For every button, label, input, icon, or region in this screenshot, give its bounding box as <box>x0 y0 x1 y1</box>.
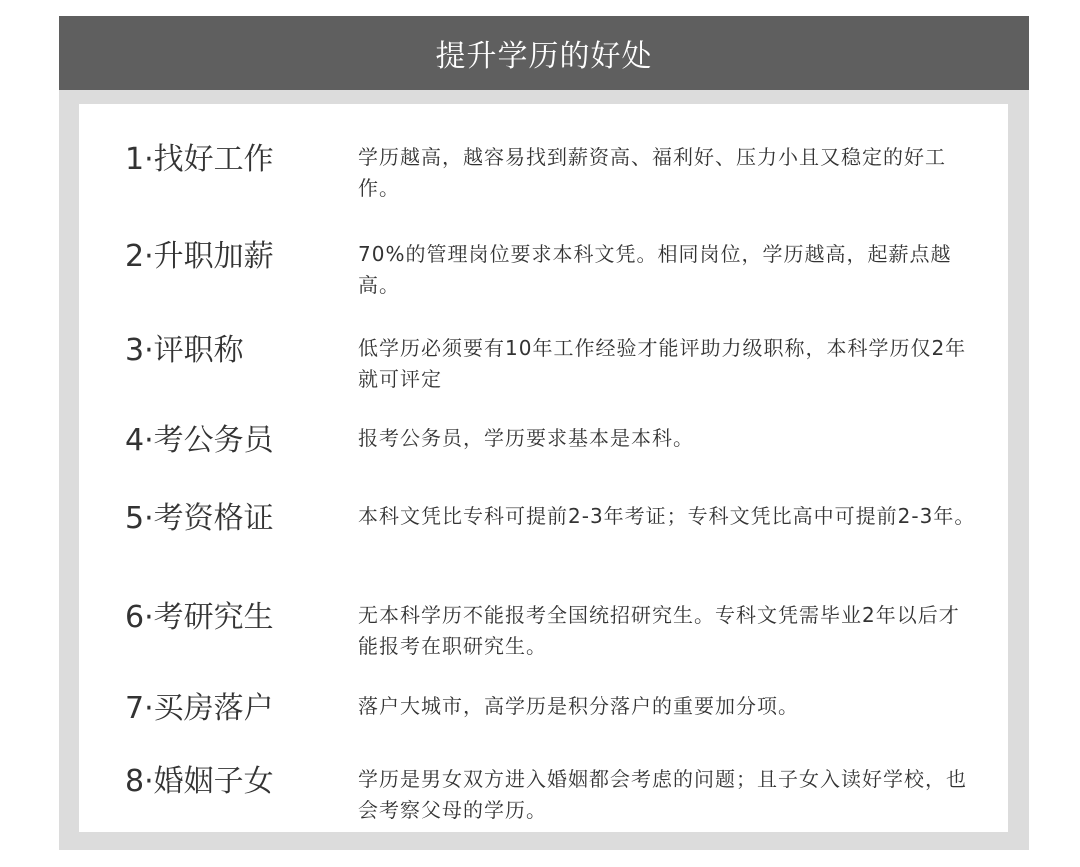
item-description: 学历是男女双方进入婚姻都会考虑的问题；且子女入读好学校，也会考察父母的学历。 <box>358 767 967 822</box>
item-description: 70%的管理岗位要求本科文凭。相同岗位，学历越高，起薪点越高。 <box>358 242 952 297</box>
item-description: 无本科学历不能报考全国统招研究生。专科文凭需毕业2年以后才能报考在职研究生。 <box>358 603 960 658</box>
item-description: 学历越高，越容易找到薪资高、福利好、压力小且又稳定的好工作。 <box>358 145 946 200</box>
item-title: 1·找好工作 <box>125 142 274 177</box>
page-title: 提升学历的好处 <box>435 39 653 74</box>
header-bar <box>59 16 1029 90</box>
item-title: 8·婚姻子女 <box>125 764 274 799</box>
item-title: 3·评职称 <box>125 333 244 368</box>
item-title: 4·考公务员 <box>125 423 274 458</box>
item-title: 7·买房落户 <box>125 691 274 726</box>
benefits-list <box>79 104 1008 832</box>
item-title: 6·考研究生 <box>125 600 274 635</box>
item-description: 落户大城市，高学历是积分落户的重要加分项。 <box>358 694 799 718</box>
item-description: 本科文凭比专科可提前2-3年考证；专科文凭比高中可提前2-3年。 <box>358 504 976 528</box>
item-title: 5·考资格证 <box>125 501 274 536</box>
benefits-card <box>59 16 1029 850</box>
item-description: 报考公务员，学历要求基本是本科。 <box>358 426 694 450</box>
item-description: 低学历必须要有10年工作经验才能评助力级职称，本科学历仅2年就可评定 <box>358 336 967 391</box>
item-title: 2·升职加薪 <box>125 239 274 274</box>
